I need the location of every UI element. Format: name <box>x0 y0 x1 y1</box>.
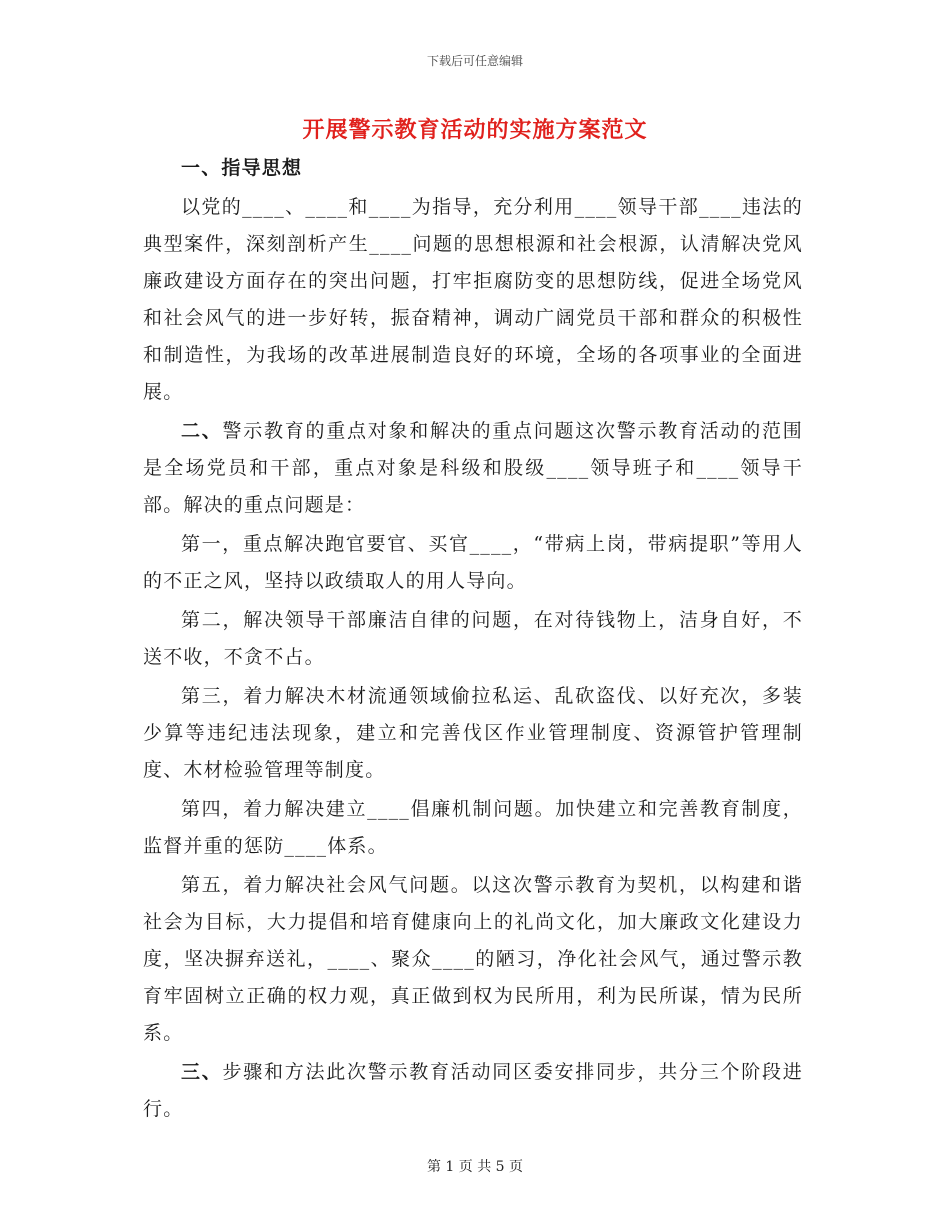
section-1-paragraph: 以党的____、____和____为指导，充分利用____领导干部____违法的典型案件，深刻剖析产生____问题的思想根源和社会根源，认清解决党风廉政建设方面存在的突出问题，打牢拒腐防变的思想防线，促进全场党风和社会风气的进一步好转，振奋精神，调动广阔党员干部和群众的积极性和制造性，为我场的改革进展制造良好的环境，全场的各项事业的全面进展。 <box>143 196 803 403</box>
point-3-paragraph: 第三，着力解决木材流通领域偷拉私运、乱砍盗伐、以好充次，多装少算等违纪违法现象，建立和完善伐区作业管理制度、资源管护管理制度、木材检验管理等制度。 <box>143 685 803 781</box>
document-title: 开展警示教育活动的实施方案范文 <box>302 117 648 143</box>
section-1-heading: 一、指导思想 <box>181 157 303 179</box>
section-2-paragraph <box>143 413 803 524</box>
section-3-paragraph <box>143 1054 803 1128</box>
point-5-paragraph: 第五，着力解决社会风气问题。以这次警示教育为契机，以构建和谐社会为目标，大力提倡和培育健康向上的礼尚文化，加大廉政文化建设力度，坚决摒弃送礼，____、聚众____的陋习，净化社会风气，通过警示教育牢固树立正确的权力观，真正做到权为民所用，利为民所谋，情为民所系。 <box>143 874 803 1044</box>
document-body <box>143 150 803 1130</box>
section-3-number: 三、 <box>181 1061 223 1083</box>
header-note: 下载后可任意编辑 <box>426 54 523 68</box>
section-3-text: 步骤和方法此次警示教育活动同区委安排同步，共分三个阶段进行。 <box>143 1061 803 1120</box>
section-2-number: 二、 <box>181 420 223 442</box>
page-footer: 第 1 页 共 5 页 <box>426 1159 524 1175</box>
point-2-paragraph: 第二，解决领导干部廉洁自律的问题，在对待钱物上，洁身自好，不送不收，不贪不占。 <box>143 609 803 668</box>
point-4-paragraph: 第四，着力解决建立____倡廉机制问题。加快建立和完善教育制度，监督并重的惩防____体系。 <box>143 798 803 857</box>
section-2-text: 警示教育的重点对象和解决的重点问题这次警示教育活动的范围是全场党员和干部，重点对象是科级和股级____领导班子和____领导干部。解决的重点问题是： <box>143 420 803 516</box>
point-1-paragraph: 第一，重点解决跑官要官、买官____，“带病上岗，带病提职”等用人的不正之风，坚持以政绩取人的用人导向。 <box>143 533 803 592</box>
